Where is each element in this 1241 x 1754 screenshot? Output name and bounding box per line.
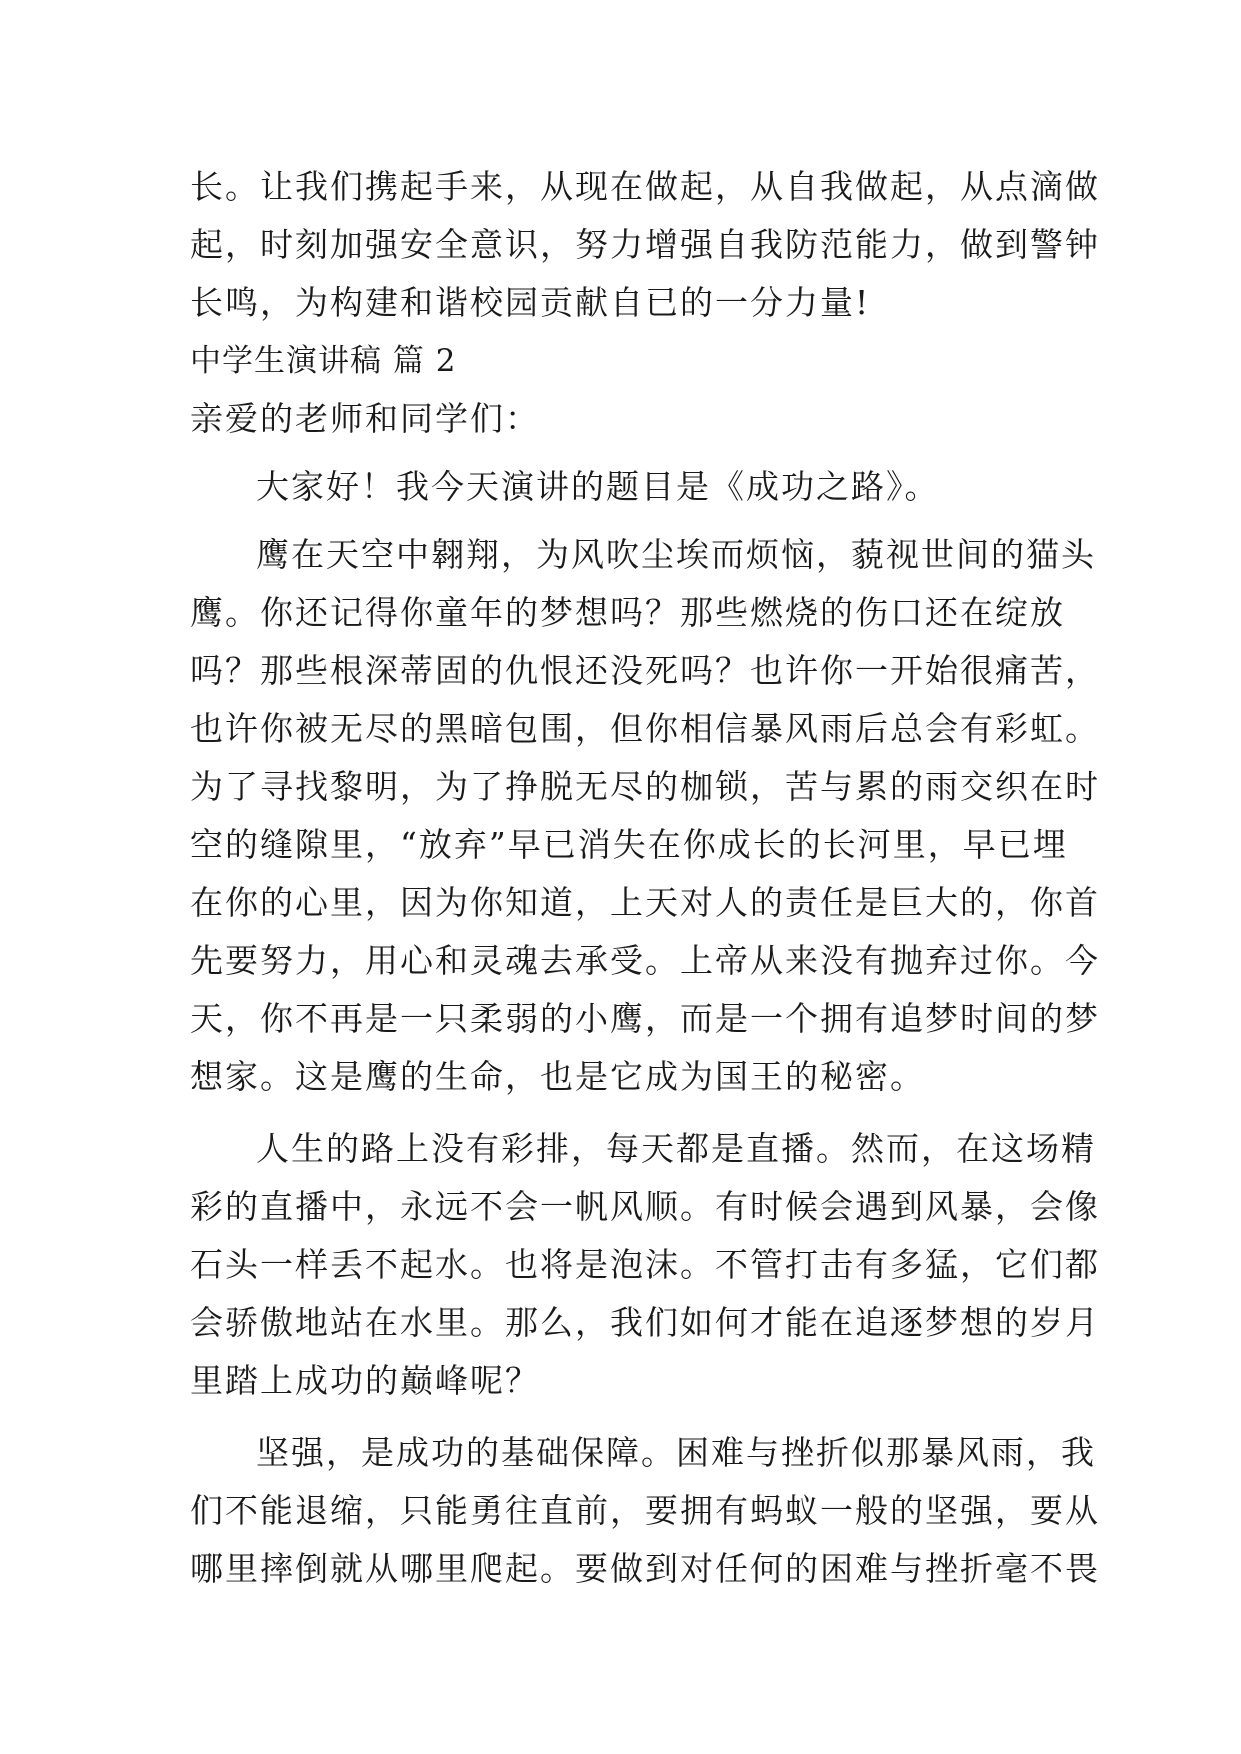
text-line: 坚强，是成功的基础保障。困难与挫折似那暴风雨，我 bbox=[256, 1433, 1096, 1472]
text-line: 哪里摔倒就从哪里爬起。要做到对任何的困难与挫折毫不畏 bbox=[190, 1549, 1100, 1588]
text-line: 彩的直播中，永远不会一帆风顺。有时候会遇到风暴，会像 bbox=[190, 1187, 1100, 1226]
text-line: 天，你不再是一只柔弱的小鹰，而是一个拥有追梦时间的梦 bbox=[190, 999, 1100, 1038]
continuation-paragraph bbox=[190, 158, 1100, 332]
text-line: 也许你被无尽的黑暗包围，但你相信暴风雨后总会有彩虹。 bbox=[190, 709, 1100, 748]
text-line: 鹰在天空中翱翔，为风吹尘埃而烦恼，藐视世间的猫头 bbox=[256, 535, 1096, 574]
salutation: 亲爱的老师和同学们： bbox=[190, 399, 540, 438]
text-line: 会骄傲地站在水里。那么，我们如何才能在追逐梦想的岁月 bbox=[190, 1303, 1100, 1342]
text-line: 大家好！我今天演讲的题目是《成功之路》。 bbox=[256, 467, 940, 506]
text-line: 们不能退缩，只能勇往直前，要拥有蚂蚁一般的坚强，要从 bbox=[190, 1491, 1100, 1530]
text-line: 石头一样丢不起水。也将是泡沫。不管打击有多猛，它们都 bbox=[190, 1245, 1100, 1284]
section-heading: 中学生演讲稿 篇 2 bbox=[190, 343, 457, 379]
text-line: 起，时刻加强安全意识，努力增强自我防范能力，做到警钟 bbox=[190, 225, 1100, 264]
text-line: 吗？那些根深蒂固的仇恨还没死吗？也许你一开始很痛苦， bbox=[190, 651, 1100, 690]
text-line: 里踏上成功的巅峰呢？ bbox=[190, 1361, 540, 1400]
text-line: 在你的心里，因为你知道，上天对人的责任是巨大的，你首 bbox=[190, 883, 1100, 922]
paragraph-greeting bbox=[190, 458, 1070, 516]
document-body bbox=[190, 158, 1100, 1598]
text-line: 空的缝隙里，“放弃”早已消失在你成长的长河里，早已埋 bbox=[190, 825, 1068, 864]
text-line: 想家。这是鹰的生命，也是它成为国王的秘密。 bbox=[190, 1057, 925, 1096]
text-line: 为了寻找黎明，为了挣脱无尽的枷锁，苦与累的雨交织在时 bbox=[190, 767, 1100, 806]
text-line: 鹰。你还记得你童年的梦想吗？那些燃烧的伤口还在绽放 bbox=[190, 593, 1065, 632]
paragraph-life-road bbox=[190, 1120, 1100, 1410]
paragraph-eagle bbox=[190, 526, 1100, 1106]
paragraph-strength bbox=[190, 1424, 1100, 1598]
text-line: 长鸣，为构建和谐校园贡献自已的一分力量! bbox=[190, 283, 871, 322]
text-line: 先要努力，用心和灵魂去承受。上帝从来没有抛弃过你。今 bbox=[190, 941, 1100, 980]
text-line: 长。让我们携起手来，从现在做起，从自我做起，从点滴做 bbox=[190, 167, 1100, 206]
text-line: 人生的路上没有彩排，每天都是直播。然而，在这场精 bbox=[256, 1129, 1096, 1168]
